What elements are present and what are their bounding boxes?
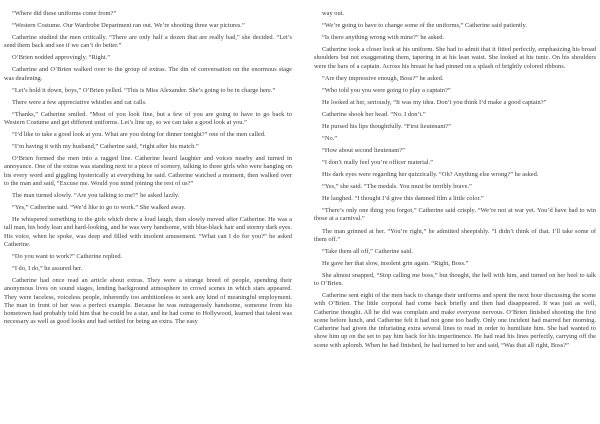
paragraph: “Western Costume. Our Wardrobe Department ran out. We’re shooting three war pictures.” [12, 22, 245, 30]
paragraph: He whispered something to the girls which drew a loud laugh, then slowly moved after Catherine. He was a tall man, his body lean and hard-looking, and he was very handsome, with blue-black hair and stormy dark eyes. His voice, when he spoke, was deep and filled with insolent amusement. “What can I do for you?” he asked Catherine. [4, 216, 292, 248]
paragraph: “Take them all off,” Catherine said. [322, 247, 413, 255]
paragraph: O’Brien formed the men into a ragged line. Catherine heard laughter and voices nearby and turned in annoyance. One of the extras was standing next to a piece of scenery, talking to three girls who were hanging on his every word and giggling hysterically at everything he said. Catherine watched a moment, then walked over to the man and said, “Excuse me. Would you mind joining the rest of us?” [4, 155, 292, 187]
paragraph: He laughed. “I thought I’d give this damned film a little color.” [322, 195, 484, 203]
paragraph: “I’d like to take a good look at you. What are you doing for dinner tonight?” one of the men called. [12, 131, 266, 139]
paragraph: He pursed his lips thoughtfully. “First lieutenant?” [322, 122, 451, 130]
paragraph: There were a few appreciative whistles and cat calls. [12, 98, 147, 106]
paragraph: O’Brien nodded approvingly. “Right.” [12, 54, 111, 62]
paragraph: “Who told you you were going to play a captain?” [322, 86, 451, 94]
paragraph: “Where did these uniforms come from?” [12, 10, 117, 17]
paragraph: She almost snapped, “Stop calling me boss,” but thought, the hell with him, and turned on her heel to talk to O’Brien. [314, 271, 596, 288]
paragraph: Catherine had once read an article about extras. They were a strange breed of people, spending their anonymous lives on sound stages, lending background atmosphere to crowd scenes in which stars appeared. They were faceless, voiceless people, inherently too ambitionless to seek any kind of meaningful employment. The man in front of her was a perfect example. Because he was outrageously handsome, someone from his hometown had probably told him that he could be a star, and he had come to Hollywood, learned that talent was necessary as well as good looks and had settled for being an extra. The easy [4, 277, 292, 326]
left-page [4, 10, 292, 424]
paragraph: The man turned slowly. “Are you talking to me?” he asked lazily. [12, 192, 180, 200]
paragraph: “Are they impressive enough, Boss?” he asked. [322, 74, 444, 82]
paragraph: “Do you want to work?” Catherine replied. [12, 252, 123, 260]
paragraph: “We’re going to have to change some of the uniforms,” Catherine said patiently. [322, 22, 527, 30]
paragraph: “How about second lieutenant?” [322, 146, 405, 154]
paragraph: “I’m having it with my husband,” Catherine said, “right after his match.” [12, 143, 199, 151]
paragraph: “I don’t really feel you’re officer material.” [322, 159, 434, 167]
paragraph: way out. [322, 10, 345, 17]
paragraph: “Thanks,” Catherine smiled. “Most of you look fine, but a few of you are going to have to go back to Western Costume and get different uniforms. Let’s line up, so we can take a good look at you.” [4, 110, 292, 127]
paragraph: His dark eyes were regarding her quizzically. “Oh? Anything else wrong?” he asked. [322, 171, 539, 179]
paragraph: Catherine and O’Brien walked over to the group of extras. The din of conversation on the enormous stage was deafening. [4, 66, 292, 82]
paragraph: “I do, I do,” he assured her. [12, 264, 83, 272]
paragraph: “Let’s hold it down, boys,” O’Brien yelled. “This is Miss Alexander. She’s going to be in charge here.” [12, 86, 276, 94]
paragraph: Catherine studied the men critically. “There are only half a dozen that are really bad,” she decided. “Let’s send them back and see if we can’t do better.” [4, 34, 292, 50]
paragraph: He gave her that slow, insolent grin again. “Right, Boss.” [322, 259, 469, 267]
paragraph: “Yes,” she said. “The medals. You must be terribly brave.” [322, 183, 472, 191]
paragraph: Catherine shook her head. “No. I don’t.” [322, 110, 426, 118]
paragraph: Catherine took a closer look at his uniform. She had to admit that it fitted perfectly, emphasizing his broad shoulders but not exaggerating them, tapering in at his lean waist. She looked at his tunic. On his shoulders were the bars of a captain. Across his breast he had pinned on a splash of brightly colored ribbons. [314, 46, 596, 70]
paragraph: “Yes,” Catherine said. “We’d like to go to work.” She walked away. [12, 204, 186, 212]
paragraph: Catherine sent eight of the men back to change their uniforms and spent the next hour discussing the scene with O’Brien. The little corporal had come back briefly and then had disappeared. It was just as well, Catherine thought. All he did was complain and make everyone nervous. O’Brien finished shooting the first scene before lunch, and Catherine felt it had not gone too badly. Only one incident had marred her morning. Catherine had given the infuriating extra several lines to read in order to humiliate him. She had wanted to show him up on the set to pay him back for his impertinence. He had read his lines perfectly, carrying off the scene with aplomb. When he had finished, he had turned to her and said, “Was that all right, Boss?” [314, 292, 596, 349]
paragraph: “No.” [322, 134, 338, 142]
paragraph: The man grinned at her. “You’re right,” he admitted sheepishly. “I didn’t think of that. I’ll take some of them off.” [314, 227, 596, 243]
paragraph: “Is there anything wrong with mine?” he asked. [322, 34, 445, 42]
right-page [314, 10, 596, 424]
paragraph: He looked at her, seriously, “It was my idea. Don’t you think I’d make a good captain?” [322, 98, 547, 106]
paragraph: “There’s only one thing you forgot,” Catherine said crisply. “We’re not at war yet. You’d have had to win those at a carnival.” [314, 207, 596, 223]
